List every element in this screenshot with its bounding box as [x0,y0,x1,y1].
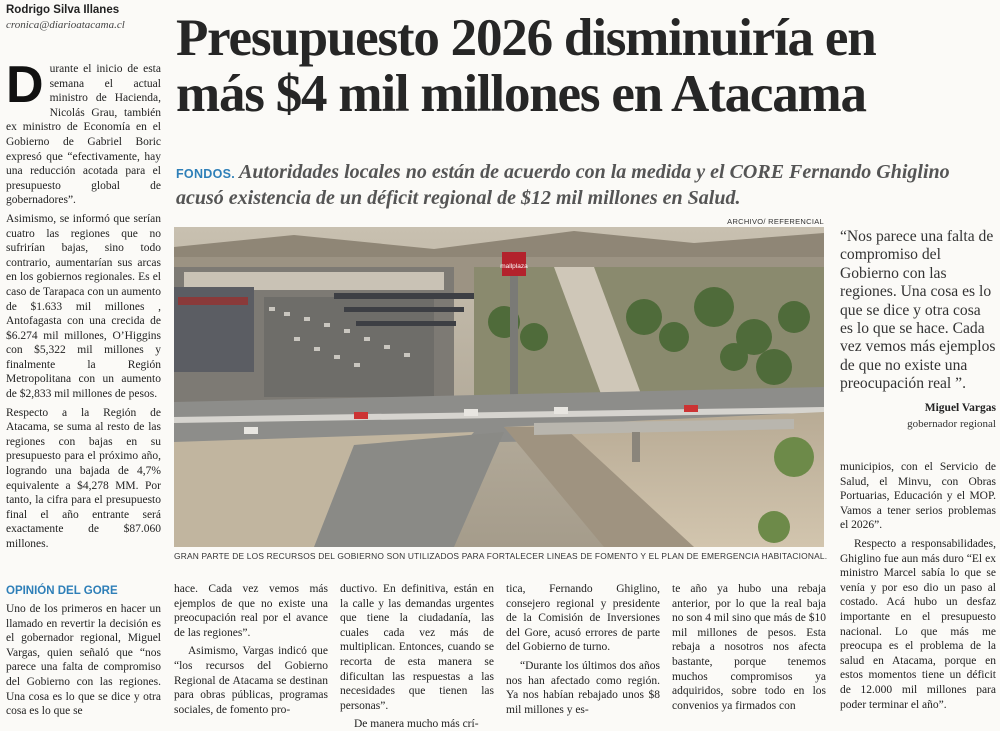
lead-paragraph [6,56,161,208]
paragraph: Respecto a responsabilidades, Ghiglino fue aun más duro “El ex ministro Marcel sabía lo que se venía y por eso dio un paso al costado. Acá hubo un desfaz importante en el presupuesto nacional. Lo que más me preocupa es el problema de la salud en Atacama, porque en estos momentos tiene un déficit de 12.000 mil millones para poder terminar el año”. [840,537,996,711]
paragraph: “Durante los últimos dos años nos han afectado como región. Ya nos habían rebajado unos $8 mil millones y es- [506,659,660,716]
author-email[interactable]: cronica@diarioatacama.cl [6,19,125,31]
paragraph: De manera mucho más crí- [354,718,479,731]
photo-caption: GRAN PARTE DE LOS RECURSOS DEL GOBIERNO SON UTILIZADOS PARA FORTALECER LINEAS DE FOMENTO Y EL PLAN DE EMERGENCIA HABITACIONAL. [174,551,828,561]
author-name: Rodrigo Silva Illanes [6,4,120,16]
paragraph: Uno de los primeros en hacer un llamado en revertir la decisión es el gobernador regional, Miguel Vargas, quien señaló que “nos parece una falta de compromiso del Gobierno con las regiones. Una cosa es lo que se dice y otra cosa es lo que se [6,603,161,718]
paragraph: Respecto a la Región de Atacama, se suma al resto de las regiones con bajas en su presupuesto para el próximo año, logrando una bajada de 4,7% equivalente a $4,278 MM. Por tanto, la cifra para el presupuesto final el año entrante será exactamente de $87.060 millones. [6,406,161,550]
article-column-left [6,56,161,556]
paragraph: ductivo. En definitiva, están en la calle y las demandas urgentes que tiene la ciudadanía, las cuales cada vez más de multiplican. Entonces, cuando se recorta de esta manera se dificultan las respuestas a las necesidades que tienen las personas”. [340,583,494,712]
paragraph: Asimismo, Vargas indicó que “los recursos del Gobierno Regional de Atacama se destinan para obras públicas, programas sociales, de fomento pro- [174,645,328,716]
paragraph: municipios, con el Servicio de Salud, el Minvu, con Obras Portuarias, Educación y el MOP. Vamos a tener serios problemas el 2026”. [840,461,996,532]
article-column-4 [672,582,826,717]
article-column-2 [340,582,494,731]
section-subhead: OPINIÓN DEL GORE [6,585,118,597]
lead-text: urante el inicio de esta semana el actual ministro de Hacienda, Nicolás Grau, también ex ministro de Economía en el Gobierno de Gabriel Boric expresó que “efectivamente, hay una reducción acotada para el presupuesto global de gobernadores”. [6,63,161,207]
news-photo [174,227,824,547]
paragraph: hace. Cada vez vemos más ejemplos de que no existe una preocupación real por el avance de las regiones”. [174,583,328,639]
article-column-3 [506,582,660,721]
byline [6,4,166,31]
quote-author-role: gobernador regional [907,418,996,430]
article-column-left-bottom [6,602,161,719]
paragraph: te año ya hubo una rebaja anterior, por lo que la real baja no son 4 mil sino que más de $10 mil millones de pesos. Esta rebaja a nosotros nos afecta bastante, porque tenemos muchos compromisos ya adquiridos, sobre todo en los convenios ya firmados con [672,583,826,712]
mall-sign-text: mallplaza [500,263,528,270]
deck-kicker: FONDOS. [176,167,236,181]
paragraph: Asimismo, se informó que serían cuatro las regiones que no sufrirían bajas, sino todo contrario, aumentarían sus arcas en los gobiernos regionales. Es el caso de Tarapaca con un aumento de $1.633 mil millones , Antofagasta con una crecida de $6.274 mil millones, O’Higgins con $5,322 mil millones y finalmente la Región Metropolitana con un aumento de $2,833 mil millones de pesos. [6,212,161,401]
quote-author: Miguel Vargas [924,402,996,414]
article-column-5 [840,460,996,716]
photo-illustration [174,227,824,547]
headline-line-1: Presupuesto 2026 disminuiría en [176,9,876,67]
drop-cap: D [6,56,44,114]
paragraph: tica, Fernando Ghiglino, consejero regional y presidente de la Comisión de Inversiones del Gore, acusó errores de parte del Gobierno de turno. [506,583,660,654]
headline [176,10,996,122]
deck [176,160,996,210]
headline-line-2: más $4 mil millones en Atacama [176,65,866,123]
pull-quote: “Nos parece una falta de compromiso del Gobierno con las regiones. Una cosa es lo que se dice y otra cosa es lo que se hace. Cada vez vemos más ejemplos de que no existe una preocupación real ”. [840,228,996,393]
photo-credit: ARCHIVO/ REFERENCIAL [727,217,824,226]
article-column-1 [174,582,328,721]
deck-text: Autoridades locales no están de acuerdo con la medida y el CORE Fernando Ghiglino acusó existencia de un déficit regional de $12 mil millones en Salud. [176,161,950,209]
